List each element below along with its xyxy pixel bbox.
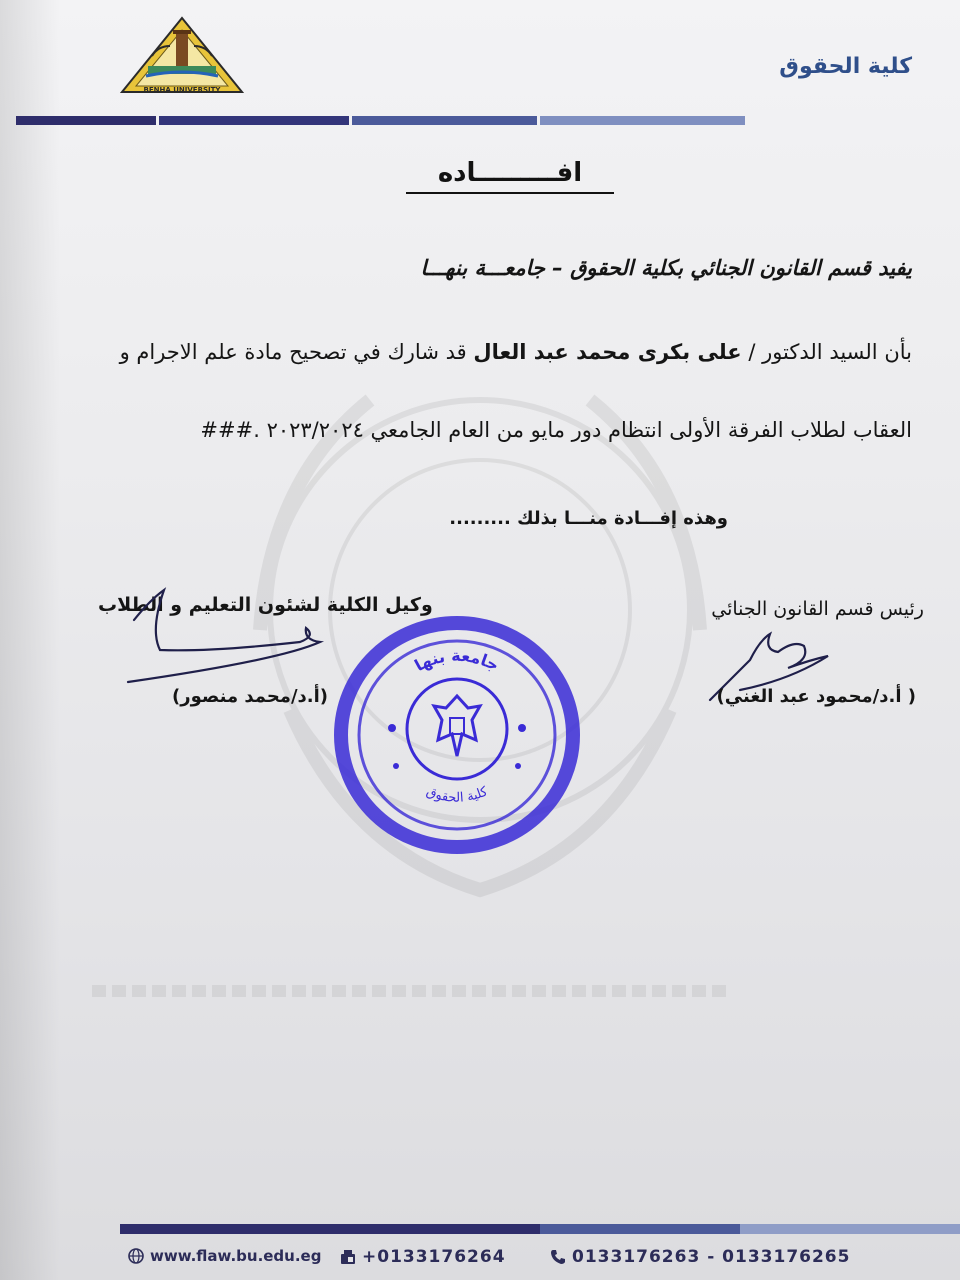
fax-icon xyxy=(340,1249,356,1265)
footer-website[interactable] xyxy=(128,1247,321,1265)
faded-print xyxy=(92,985,732,997)
footer-fax xyxy=(340,1247,506,1267)
dept-head-name: ( أ.د/محمود عبد الغني) xyxy=(716,686,916,707)
svg-text:جامعة بنها xyxy=(411,646,502,675)
closing-line: وهذه إفـــادة منـــا بذلك ......... xyxy=(449,508,728,529)
page-shadow xyxy=(0,0,60,1280)
faculty-name: كلية الحقوق xyxy=(779,54,912,79)
body-line-1: يفيد قسم القانون الجنائي بكلية الحقوق – جامعـــة بنهـــا xyxy=(420,256,912,280)
benha-university-logo xyxy=(118,16,246,98)
document-title: افـــــــــاده xyxy=(400,158,620,188)
stamp-bottom-text: كلية الحقوق xyxy=(424,784,491,806)
line2-suffix: قد شارك في تصحيح مادة علم الاجرام و xyxy=(119,340,467,364)
dept-head-title: رئيس قسم القانون الجنائي xyxy=(711,598,924,620)
footer xyxy=(0,1247,960,1277)
globe-icon xyxy=(128,1248,144,1264)
logo-text: BENHA UNIVERSITY xyxy=(143,86,221,94)
phone-icon xyxy=(550,1249,566,1265)
body-line-2 xyxy=(120,340,912,364)
official-stamp xyxy=(334,616,580,854)
vice-dean-title: وكيل الكلية لشئون التعليم و الطلاب xyxy=(98,594,433,616)
stamp-top-text: جامعة بنها xyxy=(411,645,503,676)
fax-text: +0133176264 xyxy=(362,1247,506,1267)
vice-dean-name: (أ.د/محمد منصور) xyxy=(172,686,328,707)
eagle-emblem-icon xyxy=(434,696,480,756)
footer-phones xyxy=(550,1247,850,1267)
footer-divider xyxy=(120,1224,960,1234)
doctor-name: على بكرى محمد عبد العال xyxy=(473,340,742,364)
phones-text: 0133176263 - 0133176265 xyxy=(572,1247,851,1267)
body-line-3: العقاب لطلاب الفرقة الأولى انتظام دور مايو من العام الجامعي ٢٠٢٣/٢٠٢٤ .### xyxy=(200,418,912,442)
website-text: www.flaw.bu.edu.eg xyxy=(150,1247,322,1265)
svg-text:كلية الحقوق xyxy=(424,784,491,806)
line2-prefix: بأن السيد الدكتور / xyxy=(748,340,912,364)
vice-dean-signature xyxy=(120,580,360,690)
header-divider xyxy=(16,116,752,125)
